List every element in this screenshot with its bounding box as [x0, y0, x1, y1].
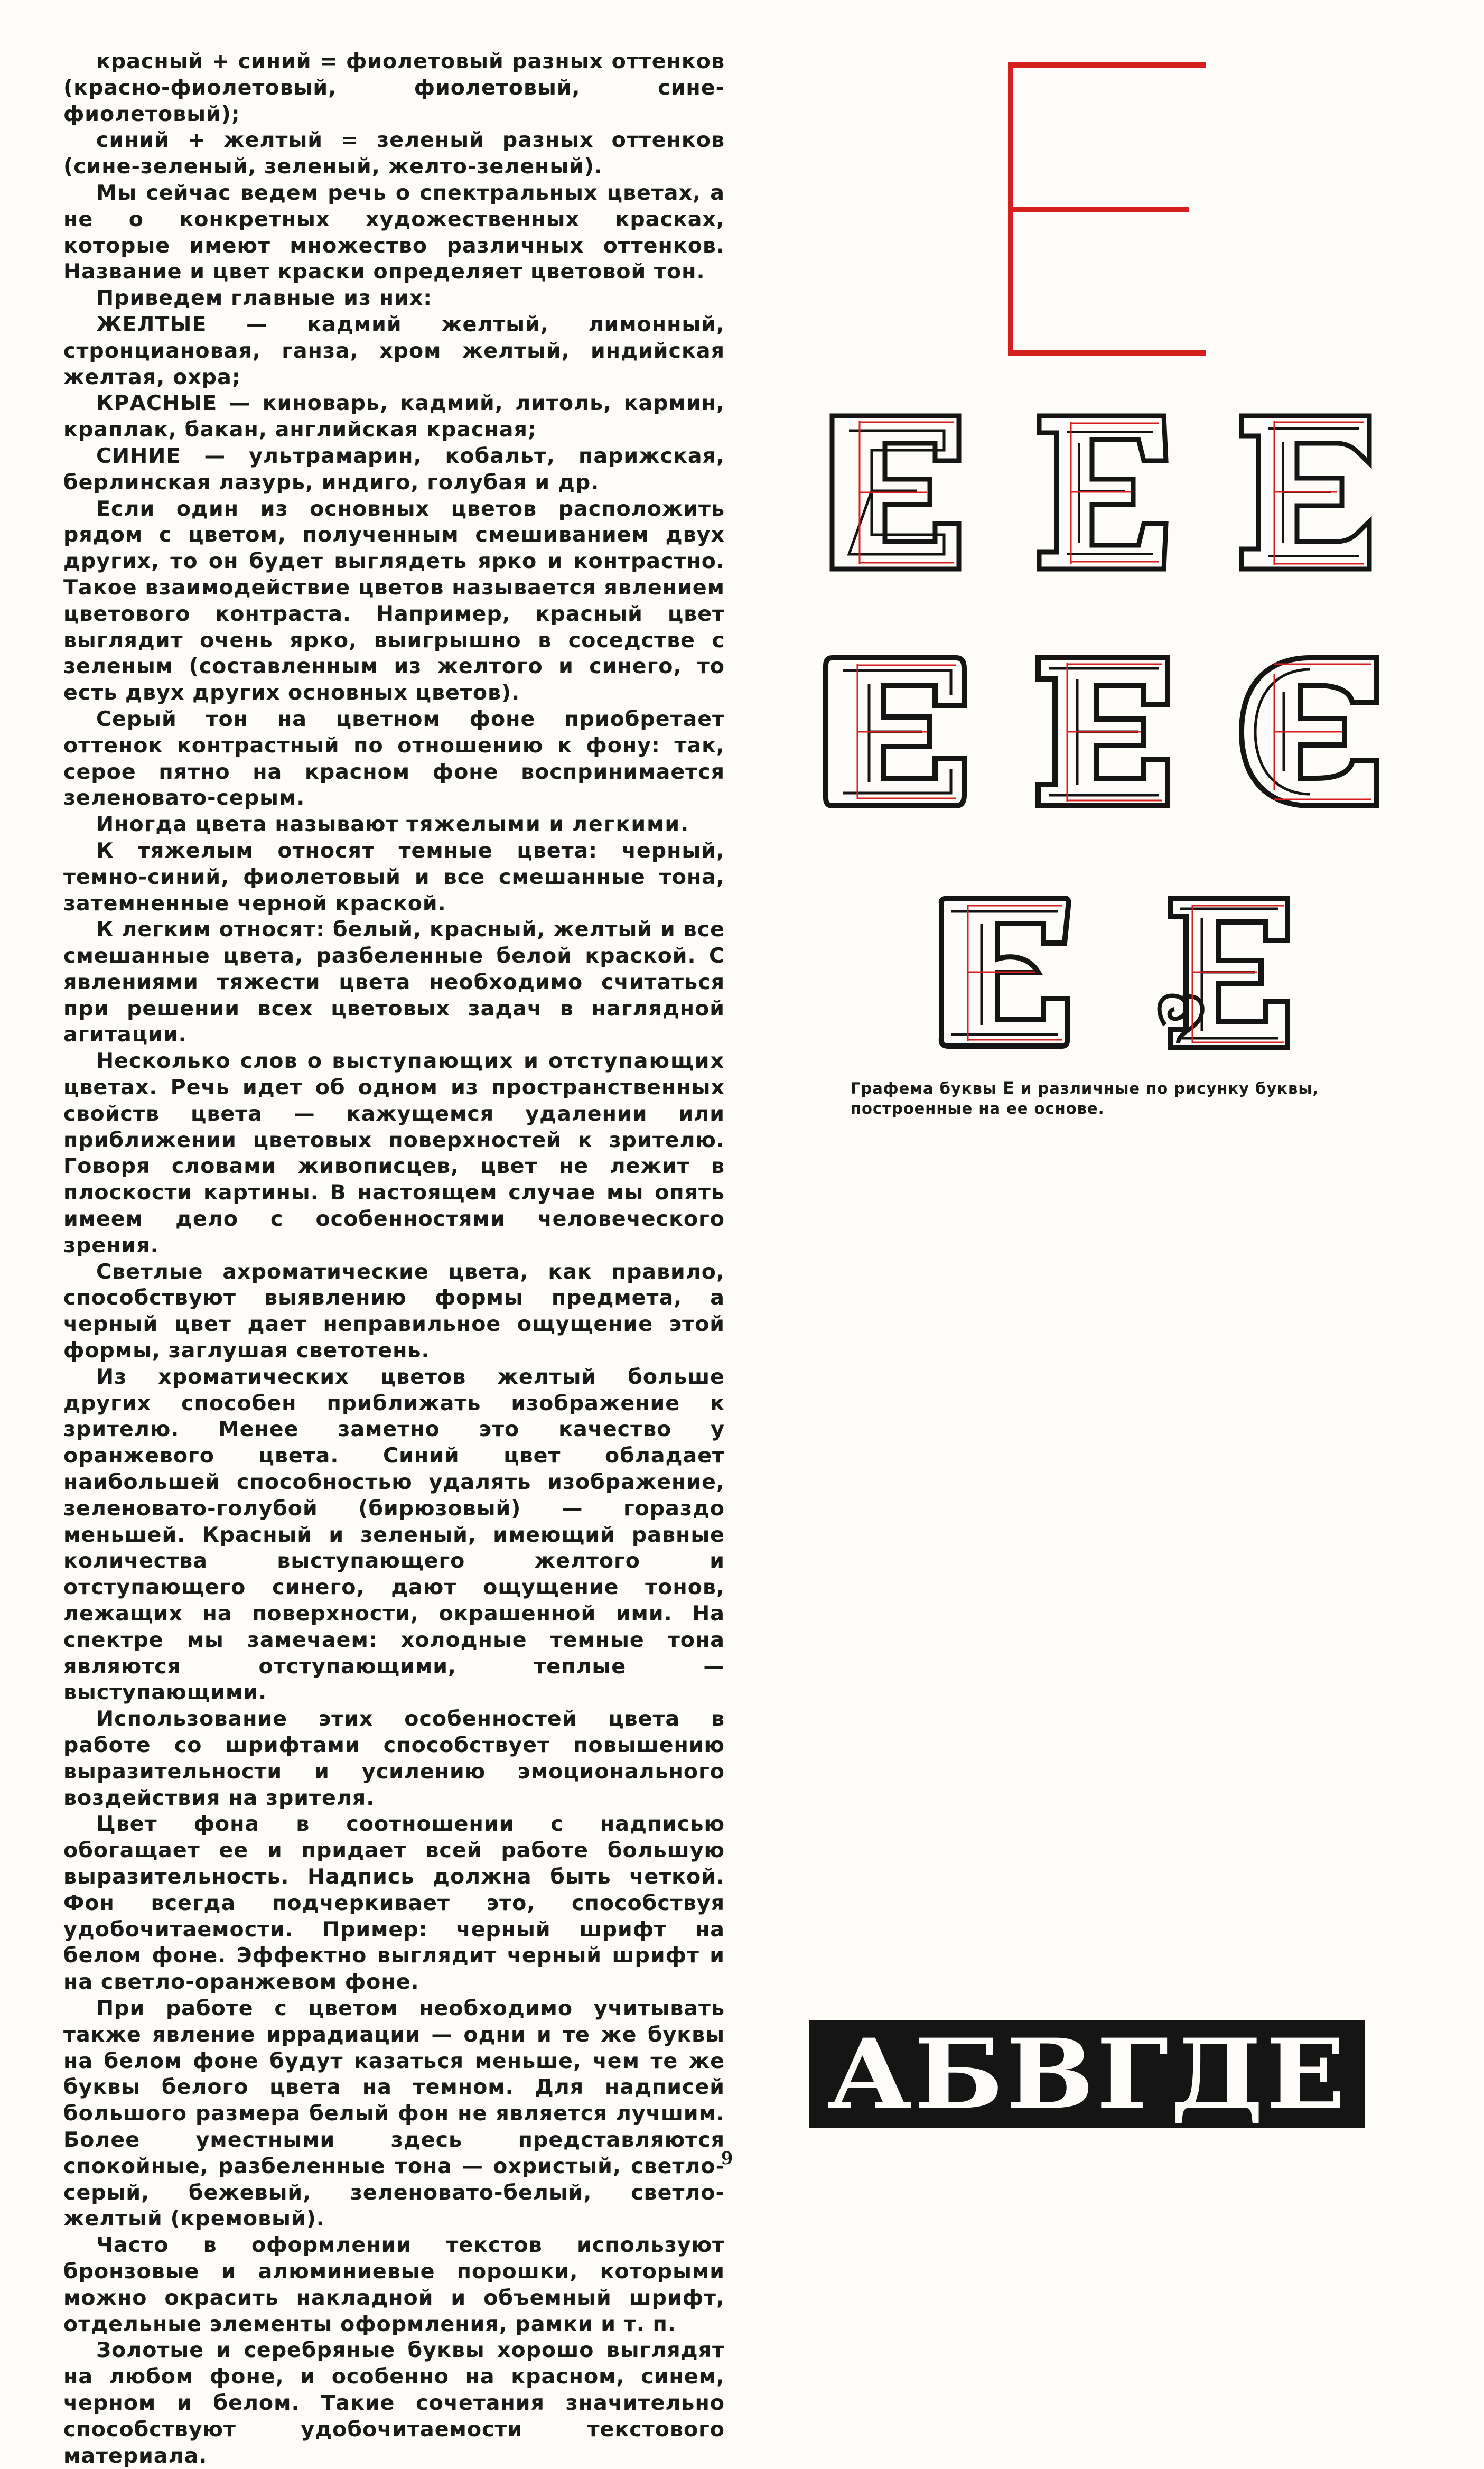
text-run: Несколько слов о — [96, 1049, 332, 1074]
bold-term-heavy: тяжелыми — [406, 812, 542, 837]
text-run: . — [680, 812, 689, 837]
text-run: Иногда цвета называют — [96, 812, 407, 837]
caption-text: Графема буквы — [851, 1079, 1003, 1097]
paragraph: Из хроматических цветов желтый больше других способен приближать изображение к зрителю. Менее заметно это качество у оранжевого цвета. Синий цвет обладает наибольшей способностью удалять изображение, зеленовато-голубой (бирюзовый) — гораздо меньшей. Красный и зеленый, имеющий равные количества выступающего желтого и отступающего синего, дают ощущение тонов, лежащих на поверхности, окрашенной ими. На спектре мы замечаем: холодные темные тона являются отступающими, теплые — выступающими. — [63, 1364, 725, 1705]
caption-text: и различные по рисунку буквы, построенные на ее основе. — [851, 1079, 1319, 1117]
paragraph: К легким относят: белый, красный, желтый и все смешанные цвета, разбеленные белой краской. С явлениями тяжести цвета необходимо считаться при решении всех цветовых задач в наглядной агитации. — [63, 917, 725, 1047]
page-number: 9 — [721, 2148, 733, 2168]
letter-e-variant-7 — [935, 893, 1075, 1051]
letter-e-variant-1 — [827, 411, 967, 574]
body-text-column — [63, 49, 725, 2469]
paragraph: Золотые и серебряные буквы хорошо выглядят на любом фоне, и особенно на красном, синем, черном и белом. Такие сочетания значительно способствуют удобочитаемости текстового материала. — [63, 2338, 725, 2468]
text-run: и — [514, 1049, 549, 1074]
paragraph: Светлые ахроматические цвета, как правило, способствуют выявлению формы предмета, а черный цвет дает неправильное ощущение этой формы, заглушая светотень. — [63, 1259, 725, 1363]
letter-e-variant-8-ornamental — [1149, 893, 1294, 1051]
bold-term-light: легкими — [572, 812, 681, 837]
letter-e-variant-3 — [1236, 411, 1376, 574]
letter-e-variant-2 — [1033, 411, 1173, 574]
letter-e-grapheme — [1006, 62, 1207, 356]
text-run: и — [541, 812, 572, 837]
caption-letter: Е — [1003, 1078, 1015, 1098]
paragraph: Часто в оформлении текстов используют бронзовые и алюминиевые порошки, которыми можно окрасить накладной и объемный шрифт, отдельные элементы оформления, рамки и т. п. — [63, 2233, 725, 2336]
letter-e-variant-6 — [1236, 653, 1382, 811]
paragraph: синий + желтый = зеленый разных оттенков (сине-зеленый, зеленый, желто-зеленый). — [63, 128, 725, 179]
alphabet-banner — [809, 2017, 1365, 2131]
letter-e-variant-5 — [1033, 653, 1175, 811]
paragraph — [63, 1048, 725, 1259]
figure-caption — [851, 1078, 1368, 1119]
paragraph: При работе с цветом необходимо учитывать также явление иррадиации — одни и те же буквы на белом фоне будут казаться меньше, чем те же буквы белого цвета на темном. Для надписей большого размера белый фон не является лучшим. Более уместными здесь представляются спокойные, разбеленные тона — охристый, светло-серый, бежевый, зеленовато-белый, светло-желтый (кремовый). — [63, 1996, 725, 2231]
paragraph: Использование этих особенностей цвета в работе со шрифтами способствует повышению выразительности и усилению эмоционального воздействия на зрителя. — [63, 1707, 725, 1810]
paragraph: Цвет фона в соотношении с надписью обогащает ее и придает всей работе большую выразительность. Надпись должна быть четкой. Фон всегда подчеркивает это, способствуя удобочитаемости. Пример: черный шрифт на белом фоне. Эффектно выглядит черный шрифт и на светло-оранжевом фоне. — [63, 1812, 725, 1995]
paragraph: СИНИЕ — ультрамарин, кобальт, парижская, берлинская лазурь, индиго, голубая и др. — [63, 443, 725, 495]
paragraph: Мы сейчас ведем речь о спектральных цветах, а не о конкретных художественных красках, которые имеют множество различных оттенков. Название и цвет краски определяет цветовой тон. — [63, 180, 725, 284]
paragraph: Серый тон на цветном фоне приобретает оттенок контрастный по отношению к фону: так, серое пятно на красном фоне воспринимается зеленовато-серым. — [63, 706, 725, 810]
paragraph: ЖЕЛТЫЕ — кадмий желтый, лимонный, стронциановая, ганза, хром желтый, индийская желтая, охра; — [63, 312, 725, 389]
bold-term-advancing: выступающих — [332, 1049, 514, 1074]
paragraph: Приведем главные из них: — [96, 286, 433, 311]
paragraph — [63, 812, 725, 838]
paragraph: КРАСНЫЕ — киноварь, кадмий, литоль, кармин, краплак, бакан, английская красная; — [63, 391, 725, 442]
paragraph: К тяжелым относят темные цвета: черный, темно-синий, фиолетовый и все смешанные тона, затемненные черной краской. — [63, 838, 725, 916]
paragraph: Если один из основных цветов расположить рядом с цветом, полученным смешиванием двух других, то он будет выглядеть ярко и контрастно. Такое взаимодействие цветов называется явлением цветового контраста. Например, красный цвет выглядит очень ярко, выигрышно в соседстве с зеленым (составленным из желтого и синего, то есть двух других основных цветов). — [63, 496, 725, 705]
banner-text: АБВГДЕ — [827, 2017, 1348, 2131]
bold-term-receding: отступающих — [548, 1049, 725, 1074]
paragraph: красный + синий = фиолетовый разных оттенков (красно-фиолетовый, фиолетовый, сине-фиолетовый); — [63, 49, 725, 126]
text-run: цветах. Речь идет об одном из пространственных свойств цвета — кажущемся удалении или приближении цветовых поверхностей к зрителю. Говоря словами живописцев, цвет не лежит в плоскости картины. В настоящем случае мы опять имеем дело с особенностями человеческого зрения. — [63, 1075, 725, 1257]
letter-e-variant-4 — [822, 653, 969, 811]
